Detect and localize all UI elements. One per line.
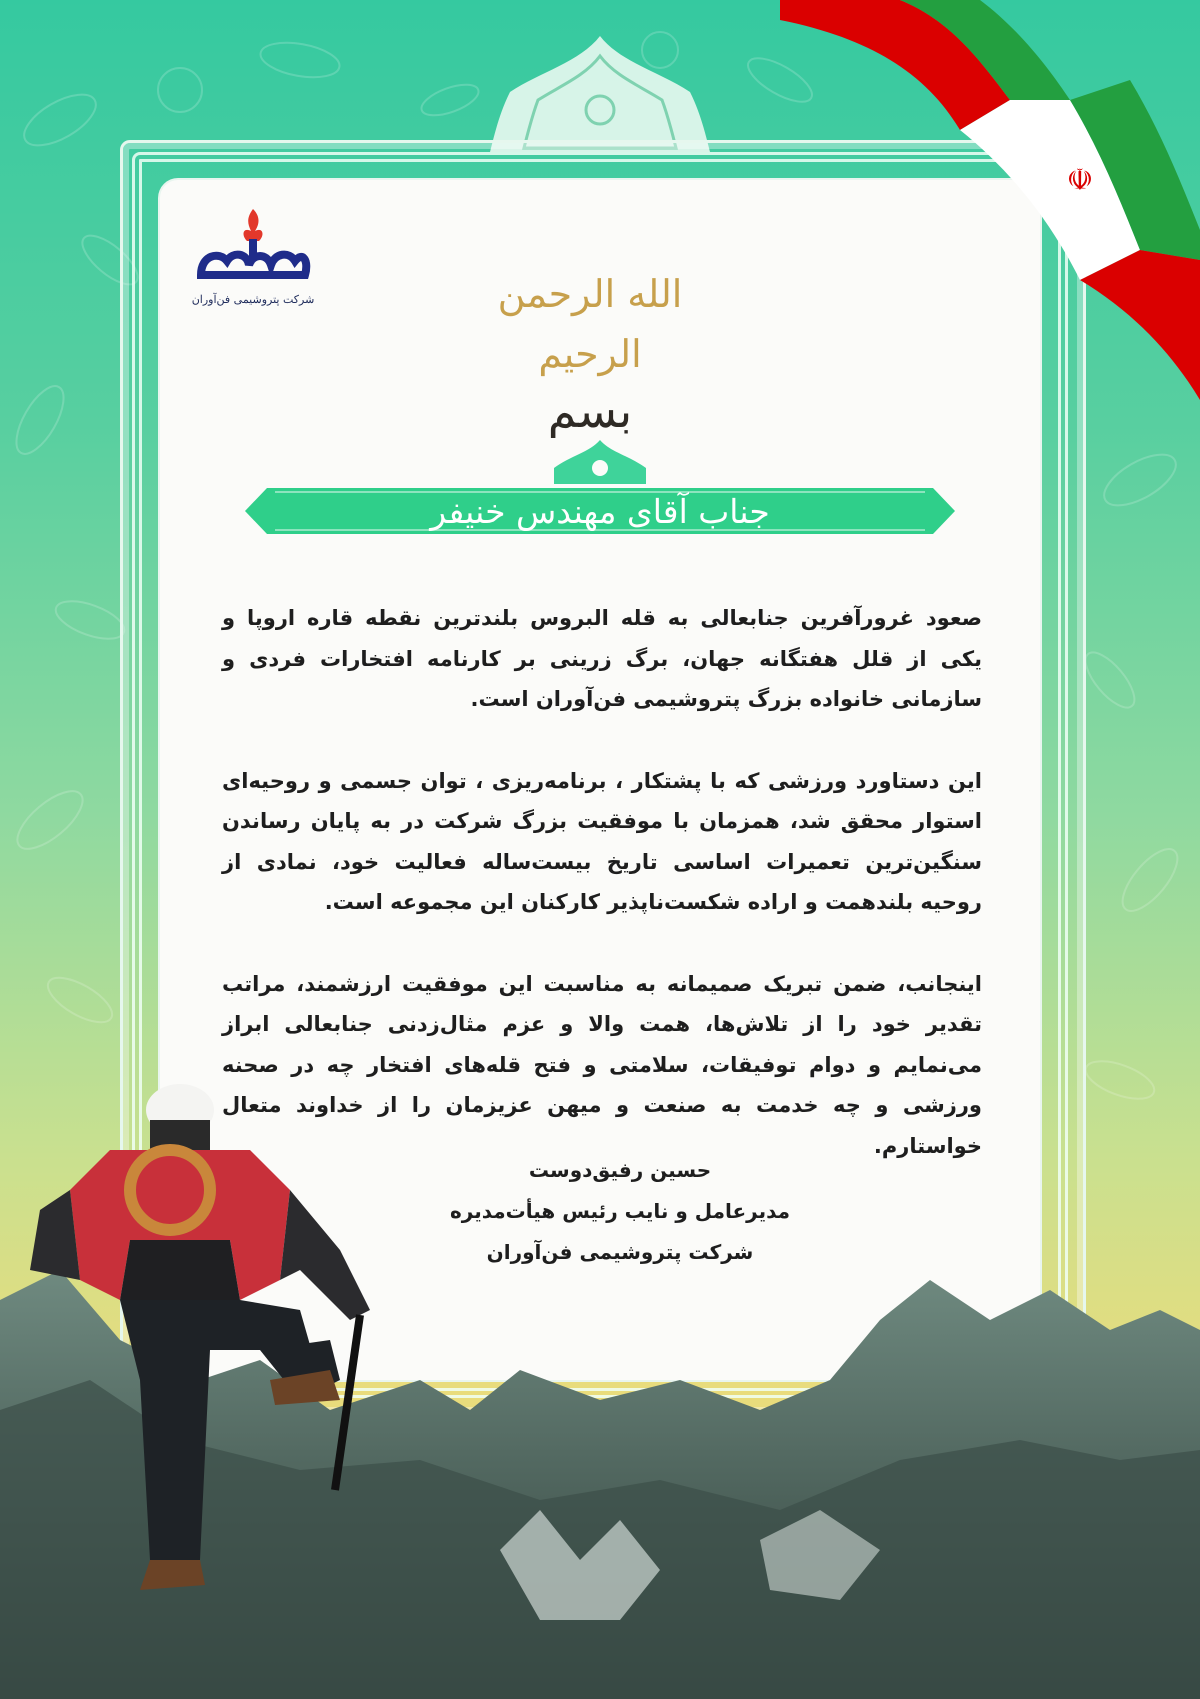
iran-flag-ribbon <box>780 0 1200 400</box>
addressee-banner <box>245 482 955 540</box>
paragraph-1: صعود غرورآفرین جنابعالی به قله البروس بلندترین نقطه قاره اروپا و یکی از قلل هفتگانه جهان، برگ زرینی بر کارنامه افتخارات فردی و سازمانی خانواده بزرگ پتروشیمی فن‌آوران است. <box>222 606 982 711</box>
paragraph-2: این دستاورد ورزشی که با پشتکار ، برنامه‌ریزی ، توان جسمی و روحیه‌ای استوار محقق شد، همزمان با موفقیت بزرگ شرکت در به پایان رساندن سنگین‌ترین تعمیرات اساسی تاریخ بیست‌ساله فعالیت خود، نمادی از روحیه بلندهمت و اراده شکست‌ناپذیر کارکنان این مجموعه است. <box>222 768 982 914</box>
top-ornament <box>490 32 710 152</box>
logo-caption: شرکت پتروشیمی فن‌آوران <box>191 293 315 306</box>
company-logo <box>188 205 318 306</box>
signer-company: شرکت پتروشیمی فن‌آوران <box>486 1240 754 1264</box>
bismillah-calligraphy <box>440 262 740 438</box>
signer-position: مدیرعامل و نایب رئیس هیأت‌مدیره <box>449 1199 791 1223</box>
paragraph-3: اینجانب، ضمن تبریک صمیمانه به مناسبت این موفقیت ارزشمند، مراتب تقدیر خود را از تلاش‌ها، همت والا و عزم مثال‌زدنی جنابعالی ابراز می‌نمایم و دوام توفیقات، سلامتی و فتح قله‌های افتخار چه در صحنه ورزشی و چه خدمت به صنعت و میهن عزیزمان را از خداوند متعال خواستارم. <box>222 971 982 1158</box>
signer-name: حسین رفیق‌دوست <box>528 1158 712 1182</box>
addressee-title: جناب آقای مهندس خنیفر <box>430 491 770 531</box>
flame-logo-icon <box>193 205 313 287</box>
bismillah-rest: الله الرحمن الرحیم <box>497 272 683 376</box>
mountain-scene <box>0 1080 1200 1699</box>
flag-emblem-icon: ☫ <box>1066 163 1094 198</box>
banner-ornament <box>550 438 650 484</box>
bismillah-main: بسم <box>547 383 633 438</box>
